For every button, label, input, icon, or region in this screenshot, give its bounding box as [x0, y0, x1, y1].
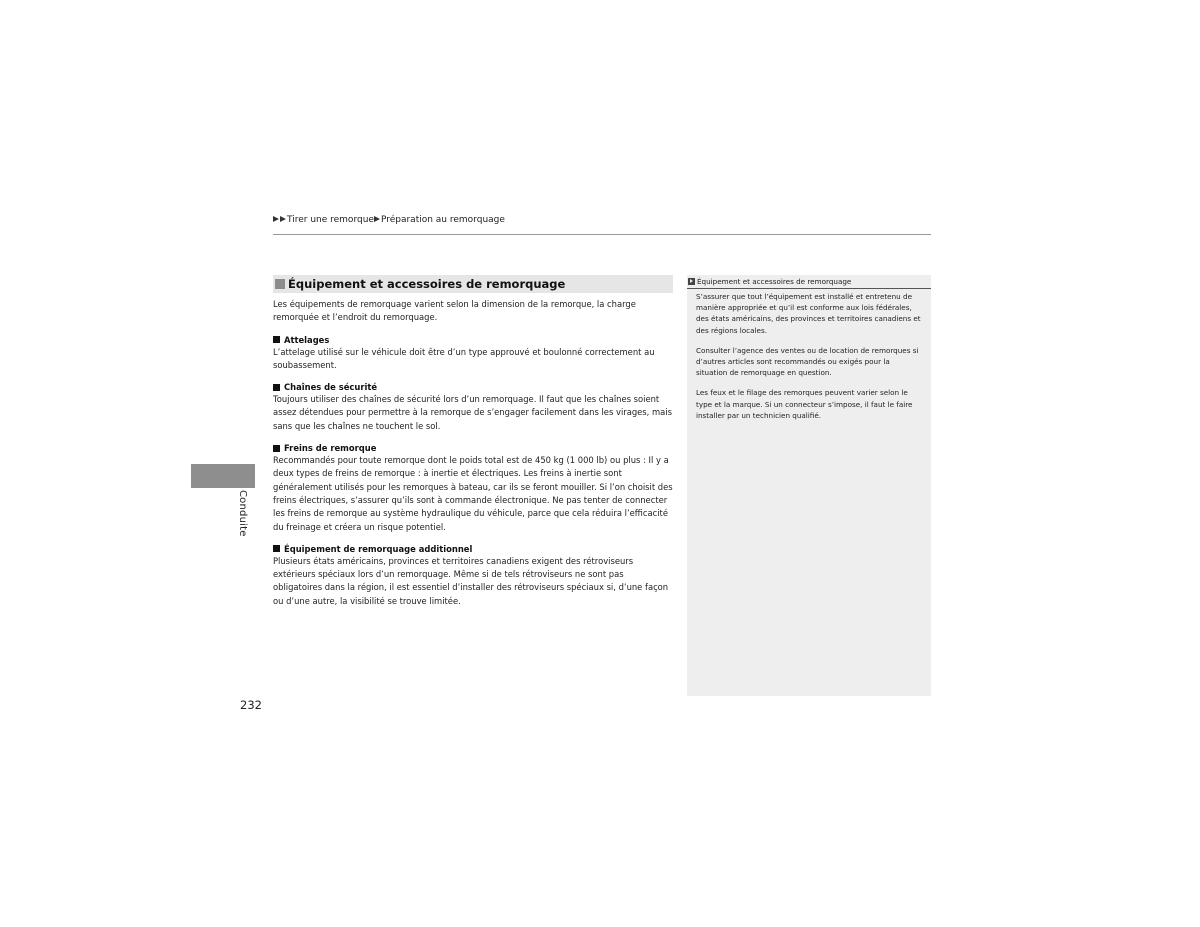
breadcrumb-item-towing[interactable]: Tirer une remorque	[287, 215, 374, 225]
subsection-heading-text: Freins de remorque	[284, 443, 377, 454]
subsection-heading	[273, 334, 673, 346]
breadcrumb-arrow-icon	[374, 216, 380, 222]
note-paragraph: S’assurer que tout l’équipement est installé et entretenu de manière appropriée et qu’il est conforme aux lois fédérales, des états américains, des provinces et territoires canadiens et des régions locales.	[696, 292, 921, 335]
subsection-heading-text: Équipement de remorquage additionnel	[284, 543, 473, 554]
subsection-body: Plusieurs états américains, provinces et territoires canadiens exigent des rétroviseurs extérieurs spéciaux lors d’un remorquage. Même si de tels rétroviseurs ne sont pas obligatoires dans la région, il est essentiel d’installer des rétroviseurs spéciaux si, d’une façon ou d’une autre, la visibilité se trouve limitée.	[273, 555, 669, 606]
main-content	[273, 275, 673, 608]
note-paragraph: Les feux et le filage des remorques peuvent varier selon le type et la marque. Si un connecteur s’impose, il faut le faire installer par un technicien qualifié.	[696, 388, 913, 420]
subsection-heading-text: Attelages	[284, 334, 330, 345]
square-bullet-icon	[273, 445, 280, 452]
subsection-body: Recommandés pour toute remorque dont le poids total est de 450 kg (1 000 lb) ou plus : Il y a deux types de freins de remorque : à inertie et électriques. Les freins à inertie sont généralement utilisés pour les remorques à bateau, car ils se feront mouiller. Si l’on choisit des freins électriques, s’assurer qu’ils sont à commande électronique. Ne pas tenter de connecter les freins de remorque au système hydraulique du véhicule, parce que cela réduira l’efficacité du freinage et créera un risque potentiel.	[273, 455, 673, 532]
breadcrumb-arrow-icon	[273, 216, 279, 222]
chapter-tab-marker	[191, 464, 255, 488]
square-bullet-icon	[273, 384, 280, 391]
note-body	[687, 289, 931, 421]
chapter-tab-label: Conduite	[237, 490, 248, 537]
breadcrumb-arrow-icon	[280, 216, 286, 222]
subsection-heading	[273, 543, 673, 555]
subsection-heading	[273, 381, 673, 393]
subsection-heading	[273, 442, 673, 454]
section-marker-icon	[275, 279, 285, 289]
intro-paragraph: Les équipements de remorquage varient selon la dimension de la remorque, la charge remorquée et l’endroit du remorquage.	[273, 299, 636, 323]
breadcrumb	[273, 213, 931, 235]
note-header	[687, 275, 931, 289]
subsection-body: Toujours utiliser des chaînes de sécurité lors d’un remorquage. Il faut que les chaînes soient assez détendues pour permettre à la remorque de s’engager facilement dans les virages, mais sans que les chaînes ne touchent le sol.	[273, 394, 672, 431]
square-bullet-icon	[273, 545, 280, 552]
subsection-safety-chains	[273, 381, 673, 433]
breadcrumb-item-preparation[interactable]: Préparation au remorquage	[380, 215, 505, 225]
section-header	[273, 275, 673, 293]
reference-arrow-icon	[688, 278, 695, 285]
page-number: 232	[240, 698, 262, 712]
note-paragraph: Consulter l’agence des ventes ou de location de remorques si d’autres articles sont recommandés ou exigés pour la situation de remorquage en question.	[696, 345, 919, 378]
section-title: Équipement et accessoires de remorquage	[288, 277, 566, 291]
subsection-trailer-brakes	[273, 442, 673, 534]
subsection-hitches	[273, 334, 673, 373]
square-bullet-icon	[273, 336, 280, 343]
subsection-body: L’attelage utilisé sur le véhicule doit être d’un type approuvé et boulonné correctement au soubassement.	[273, 346, 655, 370]
sidebar-note	[687, 275, 931, 696]
subsection-heading-text: Chaînes de sécurité	[284, 382, 378, 393]
subsection-additional-equipment	[273, 543, 673, 608]
note-title: Équipement et accessoires de remorquage	[697, 277, 852, 286]
